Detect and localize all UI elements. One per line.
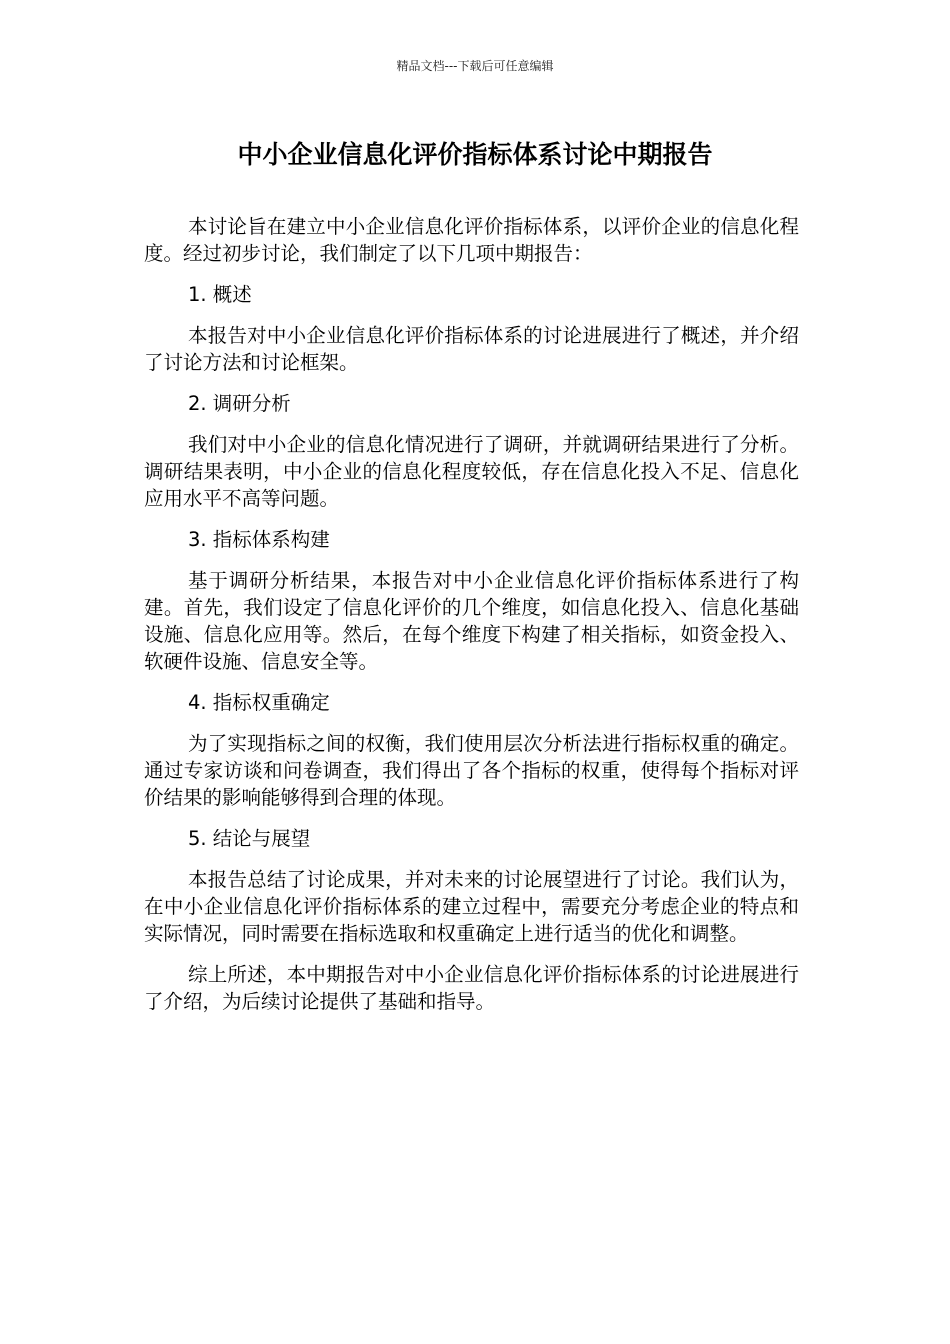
construction-paragraph: 基于调研分析结果，本报告对中小企业信息化评价指标体系进行了构建。首先，我们设定了信息化评价的几个维度，如信息化投入、信息化基础设施、信息化应用等。然后，在每个维度下构建了相关指标，如资金投入、软硬件设施、信息安全等。 bbox=[144, 569, 799, 673]
document-title: 中小企业信息化评价指标体系讨论中期报告 bbox=[237, 140, 713, 169]
conclusion-paragraph: 本报告总结了讨论成果，并对未来的讨论展望进行了讨论。我们认为，在中小企业信息化评价指标体系的建立过程中，需要充分考虑企业的特点和实际情况，同时需要在指标选取和权重确定上进行适当的优化和调整。 bbox=[144, 868, 799, 945]
section-heading-construction: 3. 指标体系构建 bbox=[188, 528, 330, 551]
overview-paragraph: 本报告对中小企业信息化评价指标体系的讨论进展进行了概述，并介绍了讨论方法和讨论框架。 bbox=[144, 324, 799, 374]
summary-paragraph: 综上所述，本中期报告对中小企业信息化评价指标体系的讨论进展进行了介绍，为后续讨论提供了基础和指导。 bbox=[144, 963, 799, 1013]
section-heading-overview: 1. 概述 bbox=[188, 283, 252, 306]
weights-paragraph: 为了实现指标之间的权衡，我们使用层次分析法进行指标权重的确定。通过专家访谈和问卷调查，我们得出了各个指标的权重，使得每个指标对评价结果的影响能够得到合理的体现。 bbox=[144, 732, 799, 809]
research-paragraph: 我们对中小企业的信息化情况进行了调研，并就调研结果进行了分析。调研结果表明，中小企业的信息化程度较低，存在信息化投入不足、信息化应用水平不高等问题。 bbox=[144, 433, 799, 510]
document-body bbox=[144, 213, 799, 1029]
header-note: 精品文档---下载后可任意编辑 bbox=[396, 59, 554, 73]
section-heading-conclusion: 5. 结论与展望 bbox=[188, 827, 311, 850]
section-heading-weights: 4. 指标权重确定 bbox=[188, 691, 330, 714]
section-heading-research: 2. 调研分析 bbox=[188, 392, 291, 415]
intro-paragraph: 本讨论旨在建立中小企业信息化评价指标体系，以评价企业的信息化程度。经过初步讨论，我们制定了以下几项中期报告： bbox=[144, 215, 799, 265]
